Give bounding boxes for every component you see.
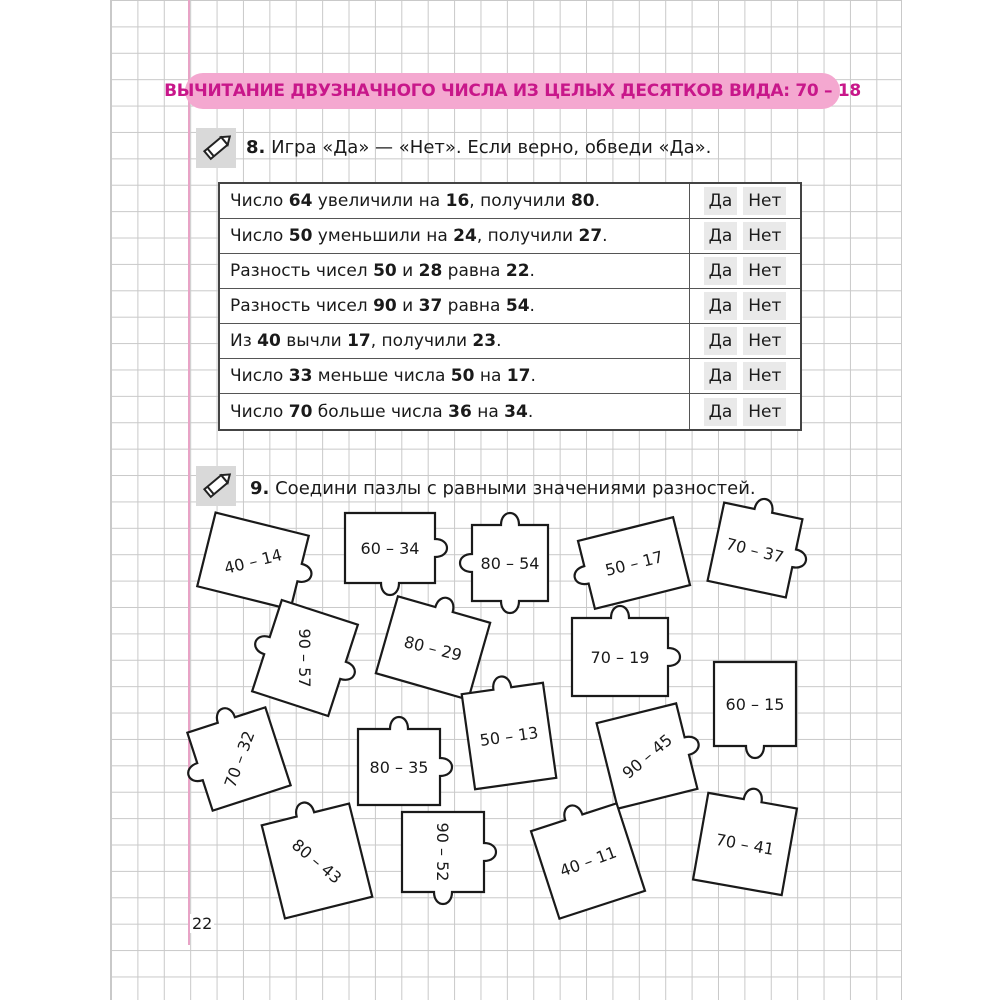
puzzle-label: 90 – 45 <box>618 730 676 783</box>
page-number: 22 <box>192 914 213 933</box>
puzzle-label: 80 – 35 <box>369 758 429 777</box>
heading-banner <box>164 73 861 109</box>
answer-cell <box>689 289 800 323</box>
answer-cell <box>689 359 800 393</box>
statement-number: 33 <box>288 366 313 386</box>
puzzle-label: 50 – 17 <box>603 547 665 580</box>
statement-number: 34 <box>504 401 528 422</box>
statement-part: . <box>529 296 535 316</box>
statement-number: 36 <box>448 401 472 422</box>
answer-cell <box>689 394 800 429</box>
statement-number: 90 <box>373 296 397 316</box>
no-option[interactable]: Нет <box>743 292 786 320</box>
statement-part: Разность чисел <box>230 261 374 281</box>
puzzle-label: 40 – 11 <box>557 842 620 881</box>
statement-number: 54 <box>505 296 530 316</box>
statement-number: 17 <box>506 366 531 386</box>
answer-cell <box>689 219 800 253</box>
yes-option[interactable]: Да <box>704 222 738 250</box>
puzzle-label: 70 – 41 <box>714 830 776 859</box>
yes-option[interactable]: Да <box>704 327 738 355</box>
table-row <box>220 324 800 359</box>
task-8-number: 8. <box>246 137 266 158</box>
statement-text <box>220 191 689 211</box>
statement-part: , получили <box>370 331 473 351</box>
statement-number: 70 <box>288 401 313 422</box>
task-9-text: Соедини пазлы с равными значениями разностей. <box>275 478 756 499</box>
statement-part: равна <box>442 261 506 281</box>
table-row <box>220 184 800 219</box>
statement-part: Из <box>230 331 258 351</box>
statement-number: 80 <box>570 191 595 211</box>
statement-part: Число <box>230 401 289 422</box>
statement-part: и <box>396 296 419 316</box>
statement-number: 64 <box>288 191 313 211</box>
statement-number: 37 <box>418 296 443 316</box>
table-row <box>220 359 800 394</box>
yes-option[interactable]: Да <box>704 398 738 426</box>
puzzle-label: 80 – 29 <box>402 632 464 665</box>
statement-part: . <box>602 226 608 246</box>
yes-option[interactable]: Да <box>704 362 738 390</box>
statement-number: 40 <box>257 331 281 351</box>
puzzle-label: 70 – 37 <box>724 534 786 567</box>
task-9-number: 9. <box>250 478 270 499</box>
task-8-title <box>246 137 711 158</box>
statement-number: 23 <box>472 331 497 351</box>
statement-part: . <box>530 366 536 386</box>
no-option[interactable]: Нет <box>743 187 786 215</box>
statement-part: , получили <box>469 191 571 211</box>
statement-number: 50 <box>373 261 397 281</box>
statement-text <box>220 402 689 422</box>
statement-part: . <box>527 401 534 422</box>
answer-cell <box>689 184 800 218</box>
no-option[interactable]: Нет <box>743 257 786 285</box>
yes-no-table <box>218 182 802 431</box>
statement-number: 17 <box>347 331 371 351</box>
statement-part: на <box>471 401 505 422</box>
table-row <box>220 289 800 324</box>
statement-part: больше числа <box>312 401 449 422</box>
puzzle-piece[interactable] <box>674 774 816 914</box>
statement-part: меньше числа <box>312 366 451 386</box>
statement-number: 22 <box>505 261 530 281</box>
puzzle-label: 50 – 13 <box>478 722 540 751</box>
puzzle-piece[interactable] <box>517 789 659 933</box>
statement-text <box>220 261 689 281</box>
statement-number: 28 <box>418 261 443 281</box>
statement-text <box>220 331 689 351</box>
puzzle-label: 60 – 34 <box>360 539 420 558</box>
statement-text <box>220 296 689 316</box>
answer-cell <box>689 324 800 358</box>
statement-part: . <box>594 191 601 211</box>
statement-number: 50 <box>288 226 313 246</box>
no-option[interactable]: Нет <box>743 222 786 250</box>
table-row <box>220 219 800 254</box>
task-8-text: Игра «Да» — «Нет». Если верно, обведи «Да». <box>271 137 712 158</box>
statement-number: 27 <box>578 226 603 246</box>
puzzle-label: 90 – 57 <box>295 628 314 688</box>
statement-text <box>220 226 689 246</box>
statement-part: увеличили на <box>312 191 446 211</box>
statement-part: на <box>474 366 507 386</box>
statement-part: равна <box>442 296 506 316</box>
puzzle-label: 70 – 32 <box>220 728 259 791</box>
yes-option[interactable]: Да <box>704 187 738 215</box>
statement-number: 24 <box>453 226 477 246</box>
no-option[interactable]: Нет <box>743 362 786 390</box>
answer-cell <box>689 254 800 288</box>
statement-part: вычли <box>280 331 348 351</box>
page-heading: ВЫЧИТАНИЕ ДВУЗНАЧНОГО ЧИСЛА ИЗ ЦЕЛЫХ ДЕСЯТКОВ ВИДА: 70 – 18 <box>164 81 861 101</box>
statement-number: 50 <box>450 366 475 386</box>
yes-option[interactable]: Да <box>704 292 738 320</box>
puzzle-label: 70 – 19 <box>590 648 650 667</box>
no-option[interactable]: Нет <box>743 327 786 355</box>
statement-part: Разность чисел <box>230 296 374 316</box>
statement-part: Число <box>230 366 289 386</box>
puzzle-piece[interactable] <box>376 786 510 918</box>
statement-part: . <box>496 331 502 351</box>
puzzle-piece[interactable] <box>689 484 821 616</box>
table-row <box>220 254 800 289</box>
statement-part: . <box>529 261 535 281</box>
statement-part: Число <box>230 191 289 211</box>
statement-part: уменьшили на <box>312 226 454 246</box>
no-option[interactable]: Нет <box>743 398 786 426</box>
puzzle-label: 90 – 52 <box>433 822 452 882</box>
puzzle-label: 60 – 15 <box>725 695 785 714</box>
table-row <box>220 394 800 429</box>
statement-text <box>220 366 689 386</box>
puzzle-label: 80 – 54 <box>480 554 540 573</box>
statement-part: , получили <box>476 226 579 246</box>
pencil-icon <box>196 128 236 168</box>
puzzle-label: 80 – 43 <box>288 835 346 888</box>
statement-part: Число <box>230 226 289 246</box>
statement-number: 16 <box>445 191 470 211</box>
statement-part: и <box>396 261 419 281</box>
puzzle-label: 40 – 14 <box>222 545 284 578</box>
puzzle-piece[interactable] <box>246 787 388 935</box>
yes-option[interactable]: Да <box>704 257 738 285</box>
